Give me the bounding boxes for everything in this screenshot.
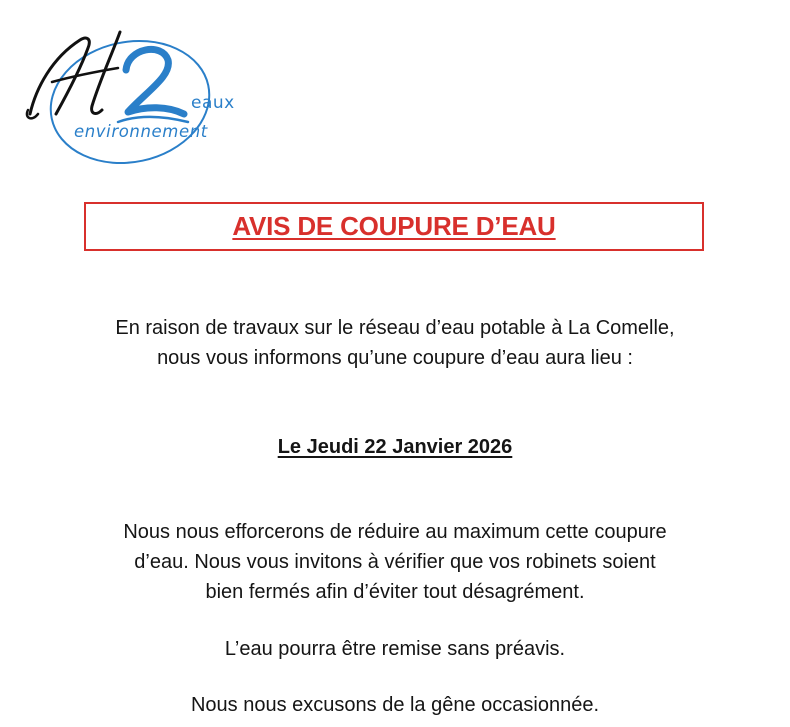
apology-text: Nous nous excusons de la gêne occasionnée.: [190, 694, 600, 716]
h2eaux-logo: [22, 18, 235, 168]
intro-paragraph: [0, 313, 790, 373]
effort-paragraph: [0, 517, 790, 607]
intro-line: En raison de travaux sur le réseau d’eau potable à La Comelle,: [115, 317, 675, 339]
logo-environnement-text: environnement: [74, 122, 208, 141]
restore-notice: L’eau pourra être remise sans préavis.: [224, 638, 566, 660]
notice-title: AVIS DE COUPURE D’EAU: [232, 211, 556, 241]
logo-eaux-text: eaux: [191, 93, 235, 113]
effort-line: bien fermés afin d’éviter tout désagrément.: [205, 581, 585, 603]
title-box: [84, 202, 704, 251]
effort-line: Nous nous efforcerons de réduire au maximum cette coupure: [123, 521, 667, 543]
outage-date: Le Jeudi 22 Janvier 2026: [277, 436, 513, 458]
effort-line: d’eau. Nous vous invitons à vérifier que vos robinets soient: [134, 551, 656, 573]
intro-line: nous vous informons qu’une coupure d’eau aura lieu :: [157, 347, 633, 369]
